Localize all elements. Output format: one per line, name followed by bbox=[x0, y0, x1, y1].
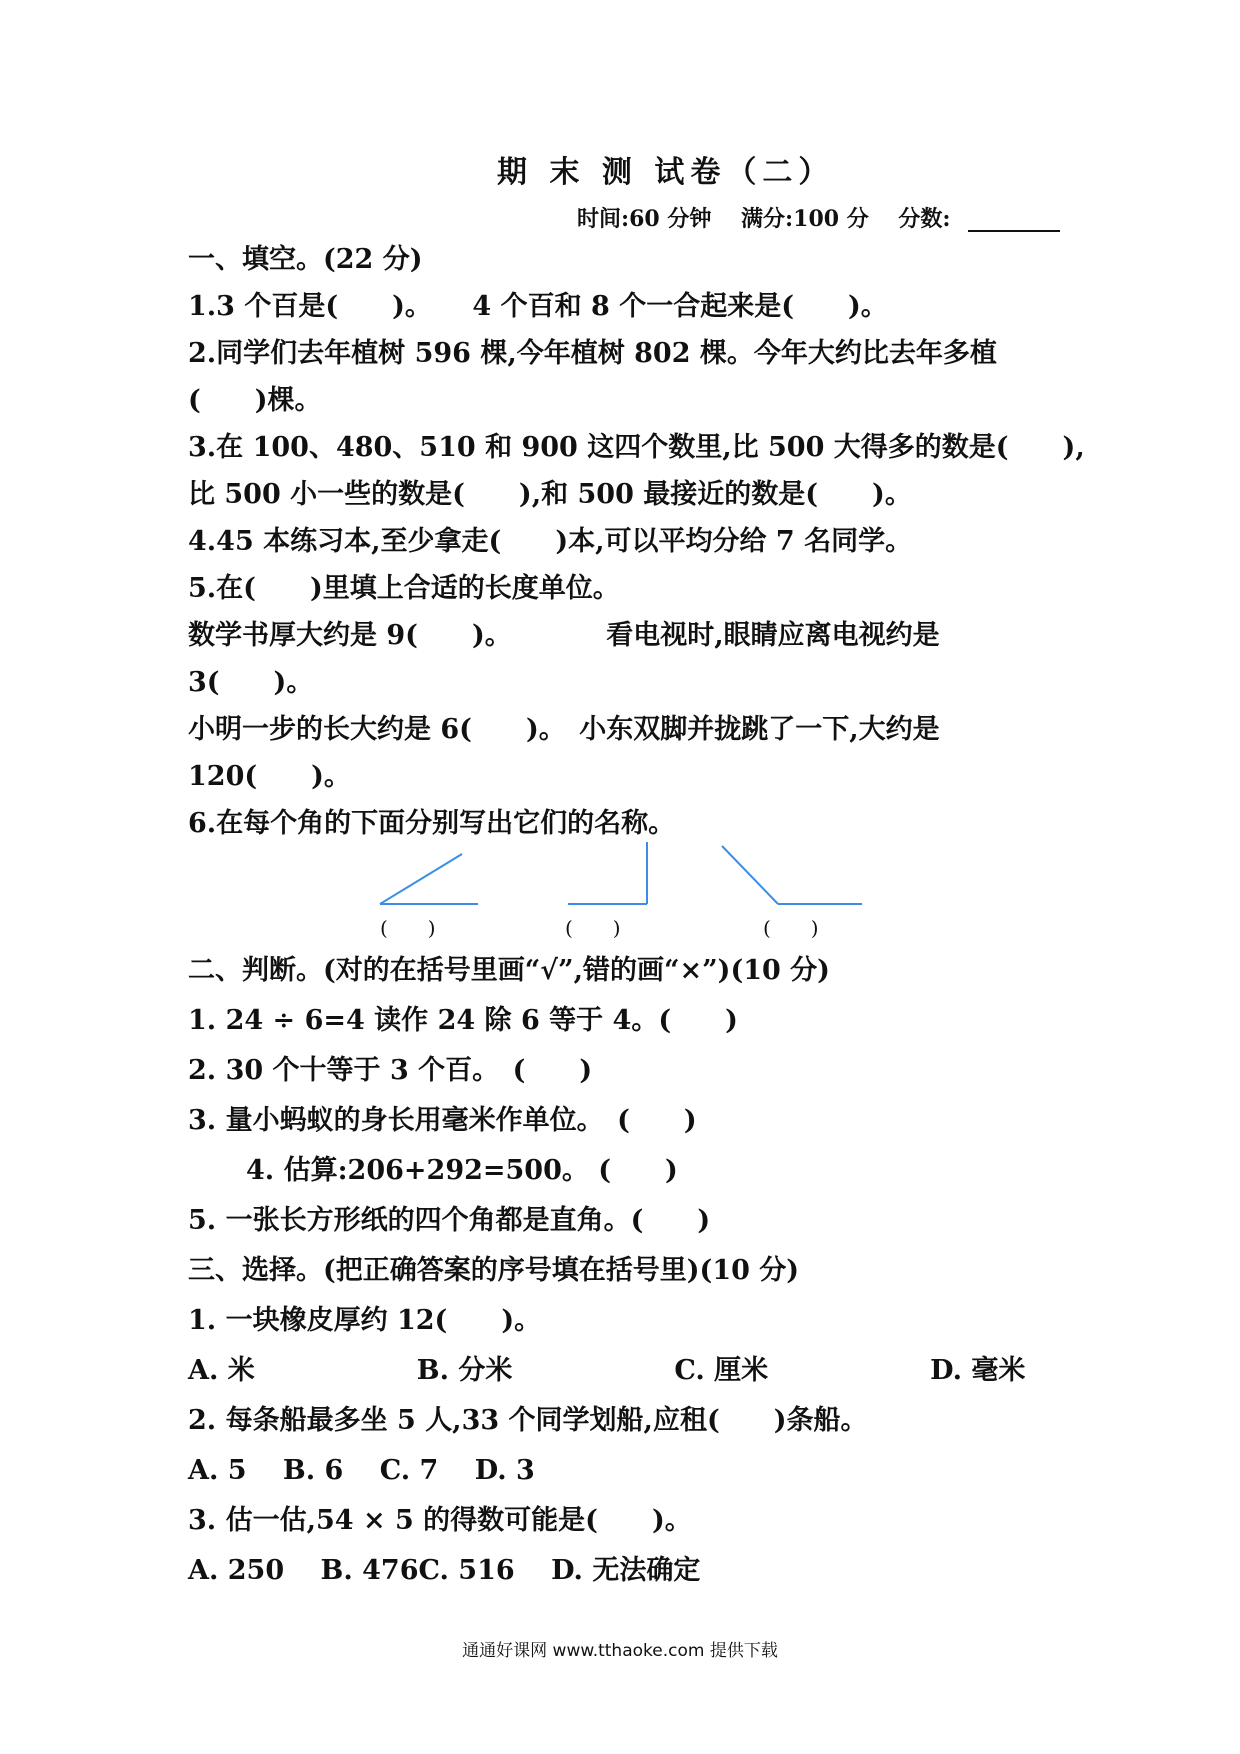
question-line: 1. 24 ÷ 6=4 读作 24 除 6 等于 4。( ) bbox=[188, 1005, 738, 1036]
question-line: 2.同学们去年植树 596 棵,今年植树 802 棵。今年大约比去年多植 bbox=[188, 338, 997, 369]
question-line: 5. 一张长方形纸的四个角都是直角。( ) bbox=[188, 1205, 711, 1236]
angle-answer-blank[interactable]: ( ) bbox=[380, 916, 436, 940]
question-line: ( )棵。 bbox=[188, 385, 322, 416]
angle-answer-blank[interactable]: ( ) bbox=[565, 916, 621, 940]
obtuse-angle bbox=[722, 846, 862, 904]
section-heading-fill: 一、填空。(22 分) bbox=[188, 244, 423, 275]
options-line: A. 米 B. 分米 C. 厘米 D. 毫米 bbox=[188, 1355, 1026, 1386]
question-line: 3. 量小蚂蚁的身长用毫米作单位。 ( ) bbox=[188, 1105, 697, 1136]
question-line: 4.45 本练习本,至少拿走( )本,可以平均分给 7 名同学。 bbox=[188, 526, 913, 557]
question-line: 6.在每个角的下面分别写出它们的名称。 bbox=[188, 808, 676, 839]
question-line: 数学书厚大约是 9( )。 看电视时,眼睛应离电视约是 bbox=[188, 620, 940, 651]
footer-source: 通通好课网 www.tthaoke.com 提供下载 bbox=[462, 1641, 778, 1661]
question-line: 1. 一块橡皮厚约 12( )。 bbox=[188, 1305, 542, 1336]
score-blank[interactable] bbox=[968, 230, 1060, 232]
options-line: A. 250 B. 476C. 516 D. 无法确定 bbox=[188, 1555, 701, 1586]
question-line: 3.在 100、480、510 和 900 这四个数里,比 500 大得多的数是( ), bbox=[188, 432, 1085, 463]
right-angle bbox=[568, 842, 647, 904]
angle-answer-blank[interactable]: ( ) bbox=[763, 916, 819, 940]
question-line: 120( )。 bbox=[188, 761, 351, 792]
question-line: 3. 估一估,54 × 5 的得数可能是( )。 bbox=[188, 1505, 692, 1536]
section-heading-choice: 三、选择。(把正确答案的序号填在括号里)(10 分) bbox=[188, 1255, 800, 1286]
question-line: 2. 30 个十等于 3 个百。 ( ) bbox=[188, 1055, 593, 1086]
options-line: A. 5 B. 6 C. 7 D. 3 bbox=[188, 1455, 535, 1486]
question-line: 3( )。 bbox=[188, 667, 314, 698]
section-heading-judge: 二、判断。(对的在括号里画“√”,错的画“×”)(10 分) bbox=[188, 955, 830, 986]
question-line: 1.3 个百是( )。 4 个百和 8 个一合起来是( )。 bbox=[188, 291, 888, 322]
page-title: 期 末 测 试卷（二） bbox=[497, 155, 835, 190]
question-line: 2. 每条船最多坐 5 人,33 个同学划船,应租( )条船。 bbox=[188, 1405, 868, 1436]
question-line: 5.在( )里填上合适的长度单位。 bbox=[188, 573, 620, 604]
question-line: 4. 估算:206+292=500。 ( ) bbox=[246, 1155, 678, 1186]
question-line: 比 500 小一些的数是( ),和 500 最接近的数是( )。 bbox=[188, 479, 912, 510]
acute-angle bbox=[380, 854, 478, 904]
question-line: 小明一步的长大约是 6( )。 小东双脚并拢跳了一下,大约是 bbox=[188, 714, 940, 745]
exam-info: 时间:60 分钟 满分:100 分 分数: bbox=[577, 206, 951, 232]
